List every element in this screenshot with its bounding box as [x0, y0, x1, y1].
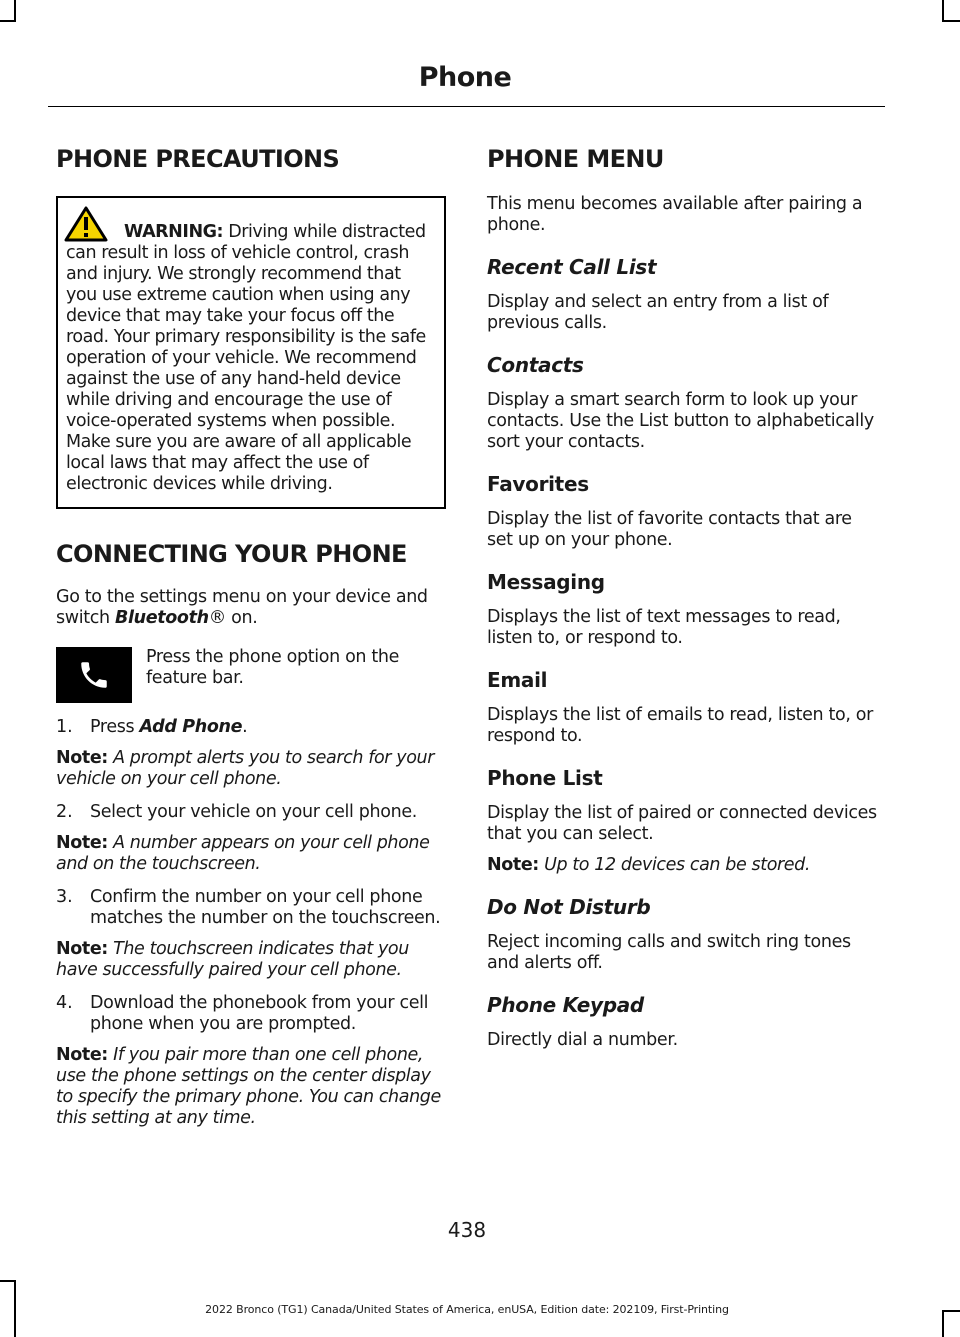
section-title-connecting-your-phone: CONNECTING YOUR PHONE	[56, 540, 407, 568]
step-3	[56, 887, 446, 929]
note-2	[56, 833, 446, 875]
menu-item-title: Messaging	[487, 570, 605, 594]
section-title-phone-menu: PHONE MENU	[487, 145, 664, 173]
step-number: 3.	[56, 887, 73, 907]
phone-button-tile	[56, 647, 132, 703]
right-column	[487, 144, 880, 1051]
phone-handset-icon	[77, 658, 111, 692]
bluetooth-term: Bluetooth	[114, 608, 209, 628]
crop-mark	[14, 0, 16, 22]
menu-item-title: Recent Call List	[487, 255, 657, 279]
step-text: Press	[90, 717, 140, 737]
step-text: Confirm the number on your cell phone matches the number on the touchscreen.	[90, 887, 441, 928]
menu-item-text: Displays the list of emails to read, listen to, or respond to.	[487, 705, 873, 746]
note-text: A prompt alerts you to search for your vehicle on your cell phone.	[56, 748, 434, 789]
section-title-phone-precautions: PHONE PRECAUTIONS	[56, 145, 340, 173]
menu-item-title: Phone List	[487, 766, 603, 790]
intro-text-end: ® on.	[208, 608, 258, 628]
step-number: 1.	[56, 717, 73, 737]
warning-label: WARNING:	[124, 222, 224, 242]
menu-item-title: Do Not Disturb	[487, 895, 651, 919]
step-text-end: .	[242, 717, 248, 737]
crop-mark	[0, 1280, 16, 1282]
menu-item-title: Favorites	[487, 472, 589, 496]
phone-menu-intro: This menu becomes available after pairing a phone.	[487, 194, 863, 235]
menu-item-text: Directly dial a number.	[487, 1030, 678, 1050]
crop-mark	[942, 1310, 944, 1337]
crop-mark	[942, 1310, 960, 1312]
note-text: A number appears on your cell phone and on the touchscreen.	[56, 833, 430, 874]
crop-mark	[942, 20, 960, 22]
header-divider	[48, 106, 885, 107]
menu-item-text: Display a smart search form to look up your contacts. Use the List button to alphabetically sort your contacts.	[487, 390, 874, 452]
step-text: Download the phonebook from your cell phone when you are prompted.	[90, 993, 429, 1034]
intro-text: Go to the settings menu on your device and switch	[56, 587, 428, 628]
menu-item-text: Reject incoming calls and switch ring tones and alerts off.	[487, 932, 851, 973]
menu-item-title: Contacts	[487, 353, 584, 377]
phone-option-text: Press the phone option on the feature bar.	[146, 647, 400, 688]
note-4	[56, 1045, 446, 1129]
menu-item-text: Display the list of paired or connected devices that you can select.	[487, 803, 877, 844]
connect-intro	[56, 587, 446, 629]
menu-item-text: Display and select an entry from a list of previous calls.	[487, 292, 829, 333]
page-header-title: Phone	[418, 62, 512, 93]
warning-triangle-icon	[64, 206, 108, 242]
note-label: Note:	[487, 855, 539, 875]
note-label: Note:	[56, 833, 108, 853]
menu-item-text: Display the list of favorite contacts that are set up on your phone.	[487, 509, 852, 550]
phone-list-note	[487, 855, 880, 876]
edition-footer: 2022 Bronco (TG1) Canada/United States of America, enUSA, Edition date: 202109, First-Printing	[205, 1303, 729, 1316]
warning-box	[56, 196, 446, 509]
crop-mark	[0, 20, 16, 22]
menu-item-text: Displays the list of text messages to read, listen to, or respond to.	[487, 607, 841, 648]
left-column	[56, 144, 446, 1129]
warning-text	[66, 222, 436, 495]
step-2	[56, 802, 446, 823]
note-text: If you pair more than one cell phone, use the phone settings on the center display to specify the primary phone. You can change this setting at any time.	[56, 1045, 441, 1128]
note-3	[56, 939, 446, 981]
step-4	[56, 993, 446, 1035]
page-number: 438	[447, 1218, 487, 1242]
step-number: 4.	[56, 993, 73, 1013]
step-text: Select your vehicle on your cell phone.	[90, 802, 417, 822]
note-label: Note:	[56, 748, 108, 768]
step-1	[56, 717, 446, 738]
crop-mark	[942, 0, 944, 22]
step-number: 2.	[56, 802, 73, 822]
note-label: Note:	[56, 939, 108, 959]
menu-item-title: Phone Keypad	[487, 993, 644, 1017]
add-phone-term: Add Phone	[139, 717, 243, 737]
note-text: The touchscreen indicates that you have successfully paired your cell phone.	[56, 939, 409, 980]
menu-item-title: Email	[487, 668, 548, 692]
note-label: Note:	[56, 1045, 108, 1065]
note-text: Up to 12 devices can be stored.	[538, 855, 811, 875]
warning-body: Driving while distracted can result in loss of vehicle control, crash and injury. We strongly recommend that you use extreme caution when using any device that may take your focus off the road. Your primary responsibility is the safe operation of your vehicle. We recommend against the use of any hand-held device while driving and encourage the use of voice-operated systems when possible. Make sure you are aware of all applicable local laws that may affect the use of electronic devices while driving.	[66, 222, 426, 494]
phone-option-row	[56, 647, 446, 703]
note-1	[56, 748, 446, 790]
